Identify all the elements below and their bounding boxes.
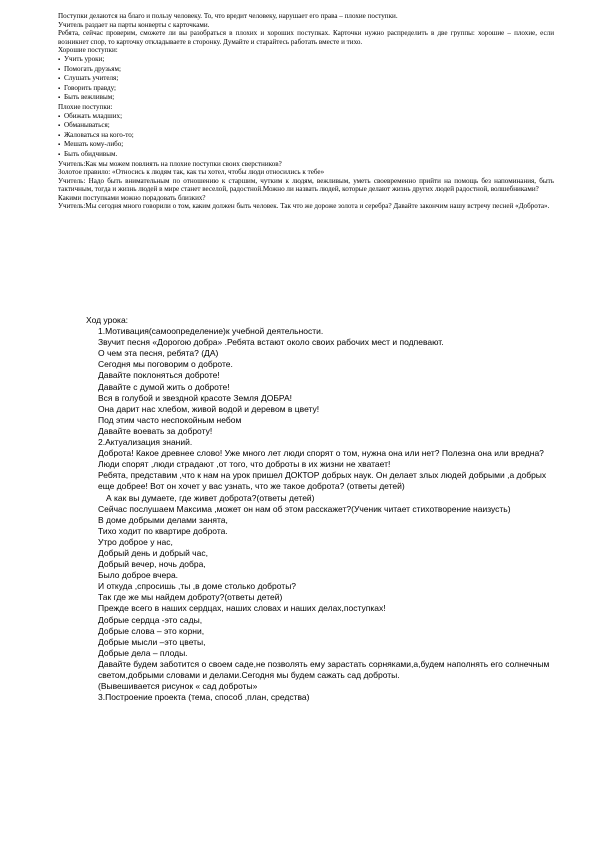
list-item: ▪ Обижать младших; [58,112,554,122]
good-deeds-heading: Хорошие поступки: [58,46,118,55]
paragraph: Учитель: Надо быть внимательным по отношению к старшим, чутким к людям, вежливым, уметь своевременно прийти на помощь без напоминания, быть тактичным, тогда и жизнь людей в мире станет веселой, радостной.Можно ли назвать людей, которые делают жизнь других людей радостной, волшебниками? [58,176,554,194]
paragraph: А как вы думаете, где живет доброта?(ответы детей) [106,492,315,503]
paragraph: Ребята, представим ,что к нам на урок пришел ДОКТОР добрых наук. Он делает злых людей добрыми ,а добрых еще добрее! Вот он хочет у вас узнать, что же такое доброта? (ответы детей) [98,470,547,492]
poem-line: Было доброе вчера. [98,570,179,581]
poem-line: В доме добрыми делами занята, [98,514,228,525]
list-item: ▪ Быть обидчивым. [58,150,554,160]
poem-line: Добрый день и добрый час, [98,547,208,558]
paragraph: Учитель:Мы сегодня много говорили о том, каким должен быть человек. Так что же дороже золота и серебра? Давайте закончим нашу встречу песней «Доброта». [58,202,550,211]
list-item: ▪ Говорить правду; [58,84,554,94]
list-item: ▪ Жаловаться на кого-то; [58,131,554,141]
list-item: ▪ Быть вежливым; [58,93,554,103]
poem-line: Вся в голубой и звездной красоте Земля ДОБРА! [98,392,293,403]
section-heading: 3.Построение проекта (тема, способ ,план, средства) [98,692,310,703]
poem-line: Добрые мысли –это цветы, [98,636,206,647]
paragraph: Учитель:Как мы можем повлиять на плохие поступки своих сверстников? [58,159,282,168]
section-heading: 1.Мотивация(самоопределение)к учебной деятельности. [98,326,324,337]
poem-line: Добрые сердца -это сады, [98,614,203,625]
paragraph: (Вывешивается рисунок « сад доброты» [98,681,258,692]
paragraph: Учитель раздает на парты конверты с карточками. [58,20,210,29]
poem-line: Давайте воевать за доброту! [98,425,213,436]
paragraph: Давайте будем заботится о своем саде,не позволять ему зарастать сорняками,а,будем наполнять его солнечным светом,добрыми словами и делами.Сегодня мы будем сажать сад доброты. [98,658,550,680]
lesson-plan-section [86,315,556,703]
paragraph: Ребята, сейчас проверим, сможете ли вы разобраться в плохих и хороших поступках. Карточки нужно распределить в две группы: хорошие – плохие, если возникнет спор, то карточку откладываете в сторонку. Думайте и старайтесь работать вместе и тихо. [58,29,554,46]
poem-line: Тихо ходит по квартире доброта. [98,525,228,536]
poem-line: Добрые дела – плоды. [98,647,188,658]
paragraph: Какими поступками можно порадовать близких? [58,193,206,202]
poem-line: Утро доброе у нас, [98,536,173,547]
paragraph: Доброта! Какое древнее слово! Уже много лет люди спорят о том, нужна она или нет? Полезна она или вредна? Люди спорят ,люди страдают ,от того, что доброты в их жизни не хватает! [98,448,544,470]
list-item: ▪ Обманываться; [58,121,554,131]
paragraph: Поступки делаются на благо и пользу человеку. То, что вредит человеку, нарушает его права – плохие поступки. [58,12,398,20]
golden-rule: Золотое правило: «Относись к людям так, как ты хотел, чтобы люди относились к тебе» [58,168,325,177]
list-item: ▪ Учить уроки; [58,55,554,65]
poem-line: Под этим часто неспокойным небом [98,414,242,425]
poem-line: Она дарит нас хлебом, живой водой и деревом в цвету! [98,403,320,414]
poem-line: Добрые слова – это корни, [98,625,205,636]
paragraph: Звучит песня «Дорогою добра» .Ребята встают около своих рабочих мест и подпевают. [98,337,444,348]
list-item: ▪ Мешать кому-либо; [58,140,554,150]
poem-line: Давайте поклоняться доброте! [98,370,220,381]
lesson-title: Ход урока: [86,315,129,325]
list-item: ▪ Помогать друзьям; [58,65,554,75]
section-heading: 2.Актуализация знаний. [98,437,193,448]
poem-line: Давайте с думой жить о доброте! [98,381,230,392]
paragraph: О чем эта песня, ребята? (ДА) [98,348,219,359]
poem-line: Сегодня мы поговорим о доброте. [98,359,233,370]
paragraph: Сейчас послушаем Максима ,может он нам об этом расскажет?(Ученик читает стихотворение наизусть) [98,503,511,514]
poem-line: Добрый вечер, ночь добра, [98,559,206,570]
poem-line: И откуда ,спросишь ,ты ,в доме столько доброты? [98,581,297,592]
good-bad-deeds-section [58,12,554,211]
paragraph: Так где же мы найдем доброту?(ответы детей) [98,592,283,603]
list-item: ▪ Слушать учителя; [58,74,554,84]
bad-deeds-heading: Плохие поступки: [58,102,113,111]
paragraph: Прежде всего в наших сердцах, наших словах и наших делах,поступках! [98,603,386,614]
